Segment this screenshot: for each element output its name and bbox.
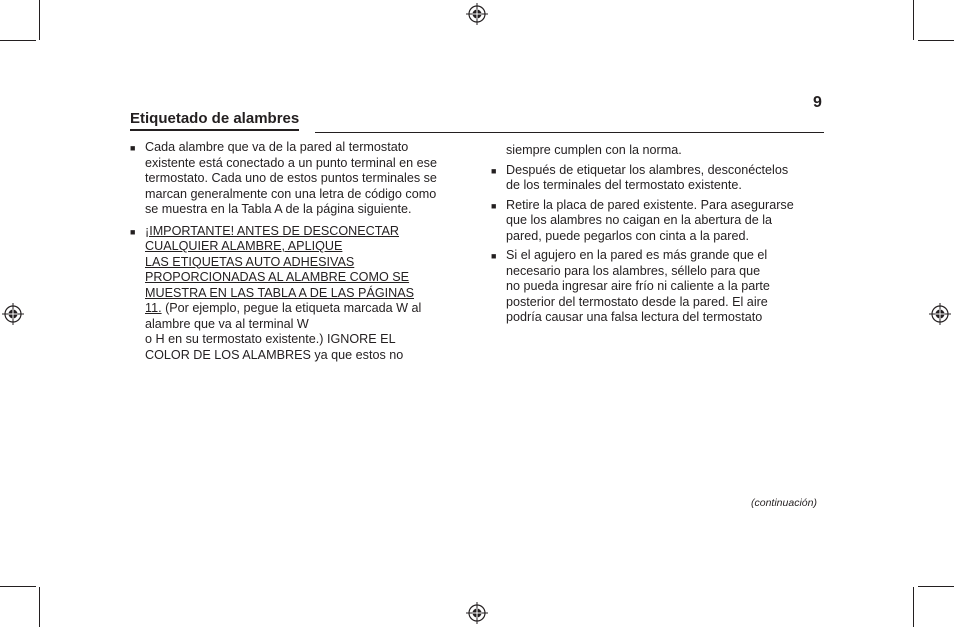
important-line: CUALQUIER ALAMBRE, APLIQUE	[145, 239, 343, 253]
crop-mark-top-left-vertical	[39, 0, 40, 40]
text-line: alambre que va al terminal W	[145, 316, 309, 331]
text-line: posterior del termostato desde la pared. El aire	[506, 294, 768, 309]
text-line: o H en su termostato existente.) IGNORE EL	[145, 332, 396, 346]
text-line: necesario para los alambres, séllelo para que	[506, 263, 761, 278]
important-line: ¡IMPORTANTE! ANTES DE DESCONECTAR	[145, 223, 400, 238]
page-number: 9	[813, 94, 822, 111]
right-column	[491, 143, 831, 332]
crop-mark-bottom-right-horizontal	[918, 586, 954, 587]
bullet-item-seal-hole	[491, 248, 831, 326]
registration-mark-bottom-icon	[466, 602, 488, 624]
text-line: se muestra en la Tabla A de la página siguiente.	[145, 202, 412, 216]
text-line: Después de etiquetar los alambres, desconéctelos	[506, 162, 789, 177]
continued-note: (continuación)	[751, 497, 817, 509]
registration-mark-top-icon	[466, 3, 488, 25]
text-line: marcan generalmente con una letra de código como	[145, 186, 437, 201]
continued-paragraph	[491, 143, 831, 159]
registration-mark-left-icon	[2, 303, 24, 325]
bullet-item-wire-terminals	[130, 140, 466, 218]
text-line: podría causar una falsa lectura del termostato	[506, 310, 763, 324]
text-line: no pueda ingresar aire frío ni caliente a la parte	[506, 279, 770, 293]
text-line: Cada alambre que va de la pared al termostato	[145, 140, 409, 154]
bullet-square-icon: ■	[130, 143, 136, 153]
bullet-square-icon: ■	[491, 165, 497, 176]
bullet-square-icon: ■	[130, 226, 136, 237]
important-line: MUESTRA EN LAS TABLA A DE LAS PÁGINAS	[145, 285, 415, 300]
header-rule	[315, 132, 824, 133]
section-title: Etiquetado de alambres	[130, 110, 299, 131]
page-reference: 11.	[145, 301, 162, 315]
text-line: termostato. Cada uno de estos puntos terminales se	[145, 171, 437, 185]
left-column	[130, 140, 466, 369]
text-fragment: (Por ejemplo, pegue la etiqueta marcada W al	[165, 301, 422, 315]
bullet-item-important-labels	[130, 224, 466, 364]
text-line: Retire la placa de pared existente. Para asegurarse	[506, 197, 794, 212]
text-line: de los terminales del termostato existente.	[506, 178, 742, 192]
text-line-mixed	[145, 301, 466, 317]
bullet-item-remove-plate	[491, 198, 831, 245]
crop-mark-top-right-vertical	[913, 0, 914, 40]
bullet-square-icon: ■	[491, 251, 497, 261]
bullet-item-disconnect	[491, 163, 831, 194]
bullet-square-icon: ■	[491, 200, 497, 211]
crop-mark-bottom-left-vertical	[39, 587, 40, 627]
crop-mark-top-left-horizontal	[0, 40, 36, 41]
important-line: LAS ETIQUETAS AUTO ADHESIVAS	[145, 254, 355, 269]
important-line: PROPORCIONADAS AL ALAMBRE COMO SE	[145, 270, 410, 284]
text-line: que los alambres no caigan en la abertura de la	[506, 213, 773, 227]
text-line: siempre cumplen con la norma.	[506, 143, 682, 157]
text-line: existente está conectado a un punto terminal en ese	[145, 155, 437, 170]
text-line: COLOR DE LOS ALAMBRES ya que estos no	[145, 347, 404, 362]
registration-mark-right-icon	[929, 303, 951, 325]
crop-mark-bottom-right-vertical	[913, 587, 914, 627]
text-line: pared, puede pegarlos con cinta a la pared.	[506, 228, 749, 243]
crop-mark-bottom-left-horizontal	[0, 586, 36, 587]
text-line: Si el agujero en la pared es más grande que el	[506, 248, 768, 262]
crop-mark-top-right-horizontal	[918, 40, 954, 41]
